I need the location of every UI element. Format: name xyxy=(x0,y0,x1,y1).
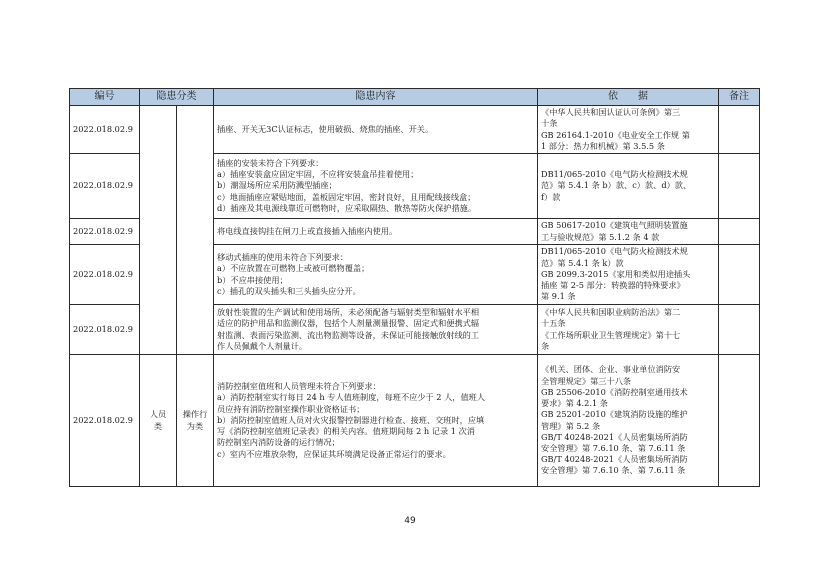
basis-cell: DB11/065-2010《电气防火检测技术规 范》第 5.4.1 条 b）款、c）款、d）款、 f）款 xyxy=(538,154,719,219)
row-code: 2022.018.02.9 xyxy=(70,305,140,355)
header-note: 备注 xyxy=(719,89,760,106)
category-level-2: 操作行 为类 xyxy=(177,355,214,487)
note-cell xyxy=(719,154,760,219)
table-row xyxy=(70,355,760,487)
category-level-1: 人员 类 xyxy=(140,355,177,487)
hazard-content: 移动式插座的使用未符合下列要求： a）不应放置在可燃物上或被可燃物覆盖； b）不应串接使用； c）插孔的双头插头和三头插头应分开。 xyxy=(214,245,538,305)
hazard-content: 插座的安装未符合下列要求： a）插座安装盒应固定牢固，不应将安装盒吊挂着使用； b）潮湿场所应采用防溅型插座； c）地面插座应紧贴地面，盖板固定牢固，密封良好，且用配线接线盒； d）插座及其电源线靠近可燃物时，应采取隔热、散热等防火保护措施。 xyxy=(214,154,538,219)
table-row xyxy=(70,106,760,154)
header-basis: 依 据 xyxy=(538,89,719,106)
hazard-content: 消防控制室值班和人员管理未符合下列要求： a）消防控制室实行每日 24 h 专人值班制度，每班不应少于 2 人，值班人 员应持有消防控制室操作职业资格证书； b）消防控制室值班人员对火灾报警控制器进行检查、接班、交班时，应填 写《消防控制室值班记录表》的相关内容。值班期间每 2 h 记录 1 次消 防控制室内消防设备的运行情况； c）室内不应堆放杂物，应保证其环境满足设备正常运行的要求。 xyxy=(214,355,538,487)
row-code: 2022.018.02.9 xyxy=(70,219,140,245)
row-code: 2022.018.02.9 xyxy=(70,154,140,219)
row-code: 2022.018.02.9 xyxy=(70,106,140,154)
basis-cell: DB11/065-2010《电气防火检测技术规 范》第 5.4.1 条 k）款 GB 2099.3-2015《家用和类似用途插头 插座 第 2-5 部分：转换器的特殊要求》 第 9.1 条 xyxy=(538,245,719,305)
hazard-table xyxy=(69,88,760,487)
category-level-2-cell xyxy=(177,106,214,355)
note-cell xyxy=(719,219,760,245)
basis-cell: GB 50617-2010《建筑电气照明装置施 工与验收规范》第 5.1.2 条 4 款 xyxy=(538,219,719,245)
table-header-row xyxy=(70,89,760,106)
category-level-1-cell xyxy=(140,106,177,355)
note-cell xyxy=(719,305,760,355)
hazard-content: 放射性装置的生产调试和使用场所，未必须配备与辐射类型和辐射水平相 适应的防护用品和监测仪器，包括个人剂量测量报警、固定式和便携式辐 射监测、表面污染监测、流出物监测等设备，未保证可能接触放射线的工 作人员佩戴个人剂量计。 xyxy=(214,305,538,355)
basis-cell: 《机关、团体、企业、事业单位消防安 全管理规定》第三十八条 GB 25506-2010《消防控制室通用技术 要求》第 4.2.1 条 GB 25201-2010《建筑消防设施的维护 管理》第 5.2 条 GB/T 40248-2021《人员密集场所消防 安全管理》第 7.6.10 条、第 7.6.11 条 GB/T 40248-2021《人员密集场所消防 安全管理》第 7.6.10 条、第 7.6.11 条 xyxy=(538,355,719,487)
hazard-content: 插座、开关无3C认证标志，使用破损、烧焦的插座、开关。 xyxy=(214,106,538,154)
note-cell xyxy=(719,355,760,487)
row-code: 2022.018.02.9 xyxy=(70,355,140,487)
row-code: 2022.018.02.9 xyxy=(70,245,140,305)
hazard-content: 将电线直接钩挂在闸刀上或直接插入插座内使用。 xyxy=(214,219,538,245)
basis-cell: 《中华人民共和国认证认可条例》第三 十条 GB 26164.1-2010《电业安全工作规 第 1 部分：热力和机械》第 3.5.5 条 xyxy=(538,106,719,154)
note-cell xyxy=(719,245,760,305)
basis-cell: 《中华人民共和国职业病防治法》第二 十五条 《工作场所职业卫生管理规定》第十七 条 xyxy=(538,305,719,355)
header-content: 隐患内容 xyxy=(214,89,538,106)
header-code: 编号 xyxy=(70,89,140,106)
note-cell xyxy=(719,106,760,154)
header-category: 隐患分类 xyxy=(140,89,214,106)
page-number: 49 xyxy=(404,516,416,526)
